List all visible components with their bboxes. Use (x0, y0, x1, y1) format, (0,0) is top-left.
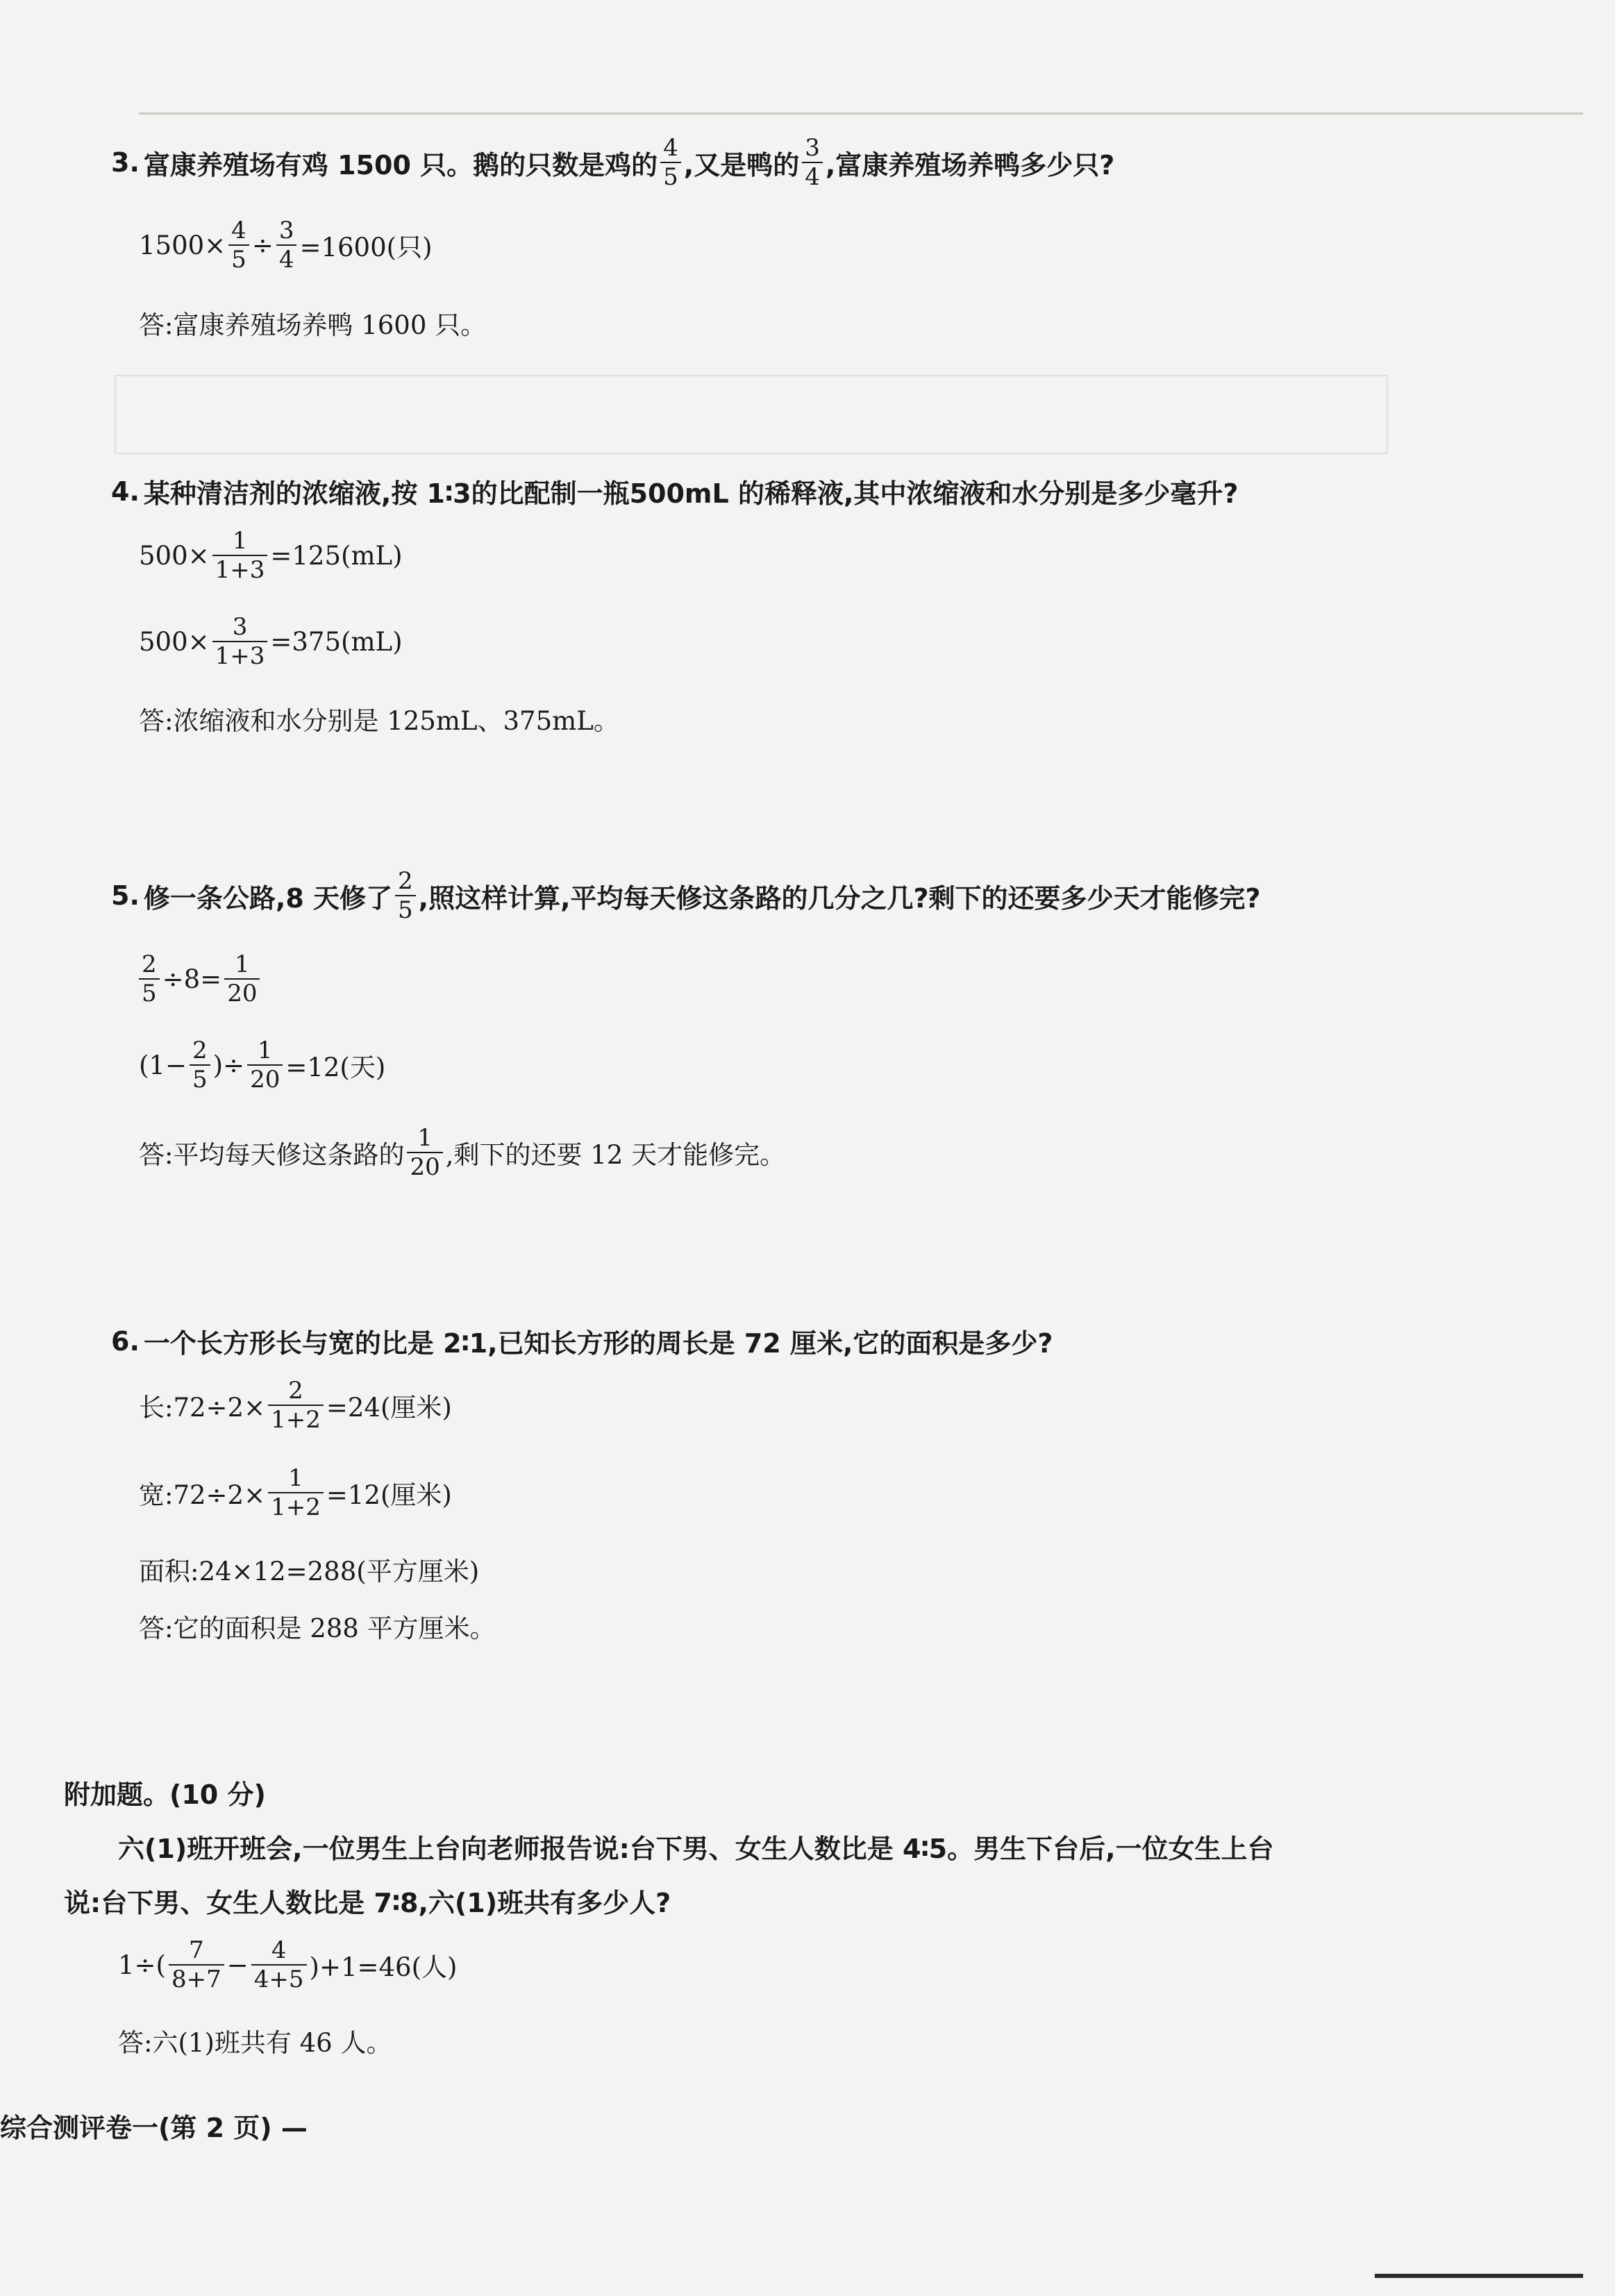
bonus-title: 附加题。(10 分) (64, 1779, 266, 1810)
q3-number: 3. (111, 147, 140, 178)
q5-answer: 答:平均每天修这条路的 $\frac{1}{20}$ ,剩下的还要 12 天才能修完。 (139, 1124, 786, 1181)
fraction: $\frac{2}{5}$ (190, 1039, 210, 1091)
q3-working: 1500× $\frac{4}{5}$ ÷ $\frac{3}{4}$ =1600(只) (139, 217, 433, 274)
q6-number: 6. (111, 1325, 140, 1357)
bonus-paragraph-1: 六(1)班开班会,一位男生上台向老师报告说:台下男、女生人数比是 4∶5。男生下台后,一位女生上台 (118, 1834, 1274, 1864)
fraction: $\frac{3}{1+3}$ (212, 615, 268, 668)
q6-question: 6. 一个长方形长与宽的比是 2∶1,已知长方形的周长是 72 厘米,它的面积是多少? (111, 1325, 1053, 1359)
q6-working-area: 面积:24×12=288(平方厘米) (139, 1557, 480, 1586)
q4-answer: 答:浓缩液和水分别是 125mL、375mL。 (139, 706, 619, 736)
q5-working-2: (1− $\frac{2}{5}$ )÷ $\frac{1}{20}$ =12(天) (139, 1037, 386, 1093)
fraction: $\frac{2}{5}$ (395, 869, 416, 922)
fraction: $\frac{1}{20}$ (224, 953, 260, 1005)
q5-working-1: $\frac{2}{5}$ ÷8= $\frac{1}{20}$ (136, 953, 262, 1005)
fraction: $\frac{3}{4}$ (276, 219, 297, 271)
fraction: $\frac{1}{1+3}$ (212, 529, 268, 582)
fraction: $\frac{4}{5}$ (660, 136, 681, 189)
q4-question: 4. 某种清洁剂的浓缩液,按 1∶3的比配制一瓶500mL 的稀释液,其中浓缩液和水分别是多少毫升? (111, 476, 1239, 509)
fraction: $\frac{2}{5}$ (139, 953, 160, 1005)
fraction: $\frac{4}{5}$ (228, 219, 249, 271)
fraction: $\frac{7}{8+7}$ (169, 1938, 224, 1991)
q3-answer: 答:富康养殖场养鸭 1600 只。 (139, 310, 487, 340)
q6-answer: 答:它的面积是 288 平方厘米。 (139, 1614, 496, 1643)
fraction: $\frac{3}{4}$ (802, 136, 823, 189)
q3-question: 3. 富康养殖场有鸡 1500 只。鹅的只数是鸡的 $\frac{4}{5}$ ,又是鸭的 $\frac{3}{4}$ ,富康养殖场养鸭多少只? (111, 134, 1115, 191)
q4-working-2: 500× $\frac{3}{1+3}$ =375(mL) (139, 613, 403, 670)
top-rule (139, 112, 1583, 115)
q5-question: 5. 修一条公路,8 天修了 $\frac{2}{5}$ ,照这样计算,平均每天修这条路的几分之几?剩下的还要多少天才能修完? (111, 867, 1261, 924)
bottom-rule (1375, 2274, 1583, 2278)
page-footer: 综合测评卷一(第 2 页) — (0, 2113, 308, 2143)
bonus-paragraph-2: 说:台下男、女生人数比是 7∶8,六(1)班共有多少人? (64, 1888, 671, 1918)
fraction: $\frac{1}{20}$ (407, 1126, 442, 1179)
bonus-answer: 答:六(1)班共有 46 人。 (118, 2028, 392, 2058)
q4-working-1: 500× $\frac{1}{1+3}$ =125(mL) (139, 527, 403, 584)
fraction: $\frac{2}{1+2}$ (268, 1379, 324, 1432)
fraction: $\frac{1}{1+2}$ (268, 1466, 324, 1519)
fraction: $\frac{1}{20}$ (247, 1039, 283, 1091)
bonus-working: 1÷( $\frac{7}{8+7}$ − $\frac{4}{4+5}$ )+1=46(人) (118, 1936, 458, 1993)
fraction: $\frac{4}{4+5}$ (251, 1938, 307, 1991)
q4-number: 4. (111, 476, 140, 507)
q6-working-length: 长:72÷2× $\frac{2}{1+2}$ =24(厘米) (139, 1377, 452, 1434)
bleed-through-box (115, 375, 1388, 454)
q5-number: 5. (111, 880, 140, 911)
q6-working-width: 宽:72÷2× $\frac{1}{1+2}$ =12(厘米) (139, 1464, 452, 1521)
